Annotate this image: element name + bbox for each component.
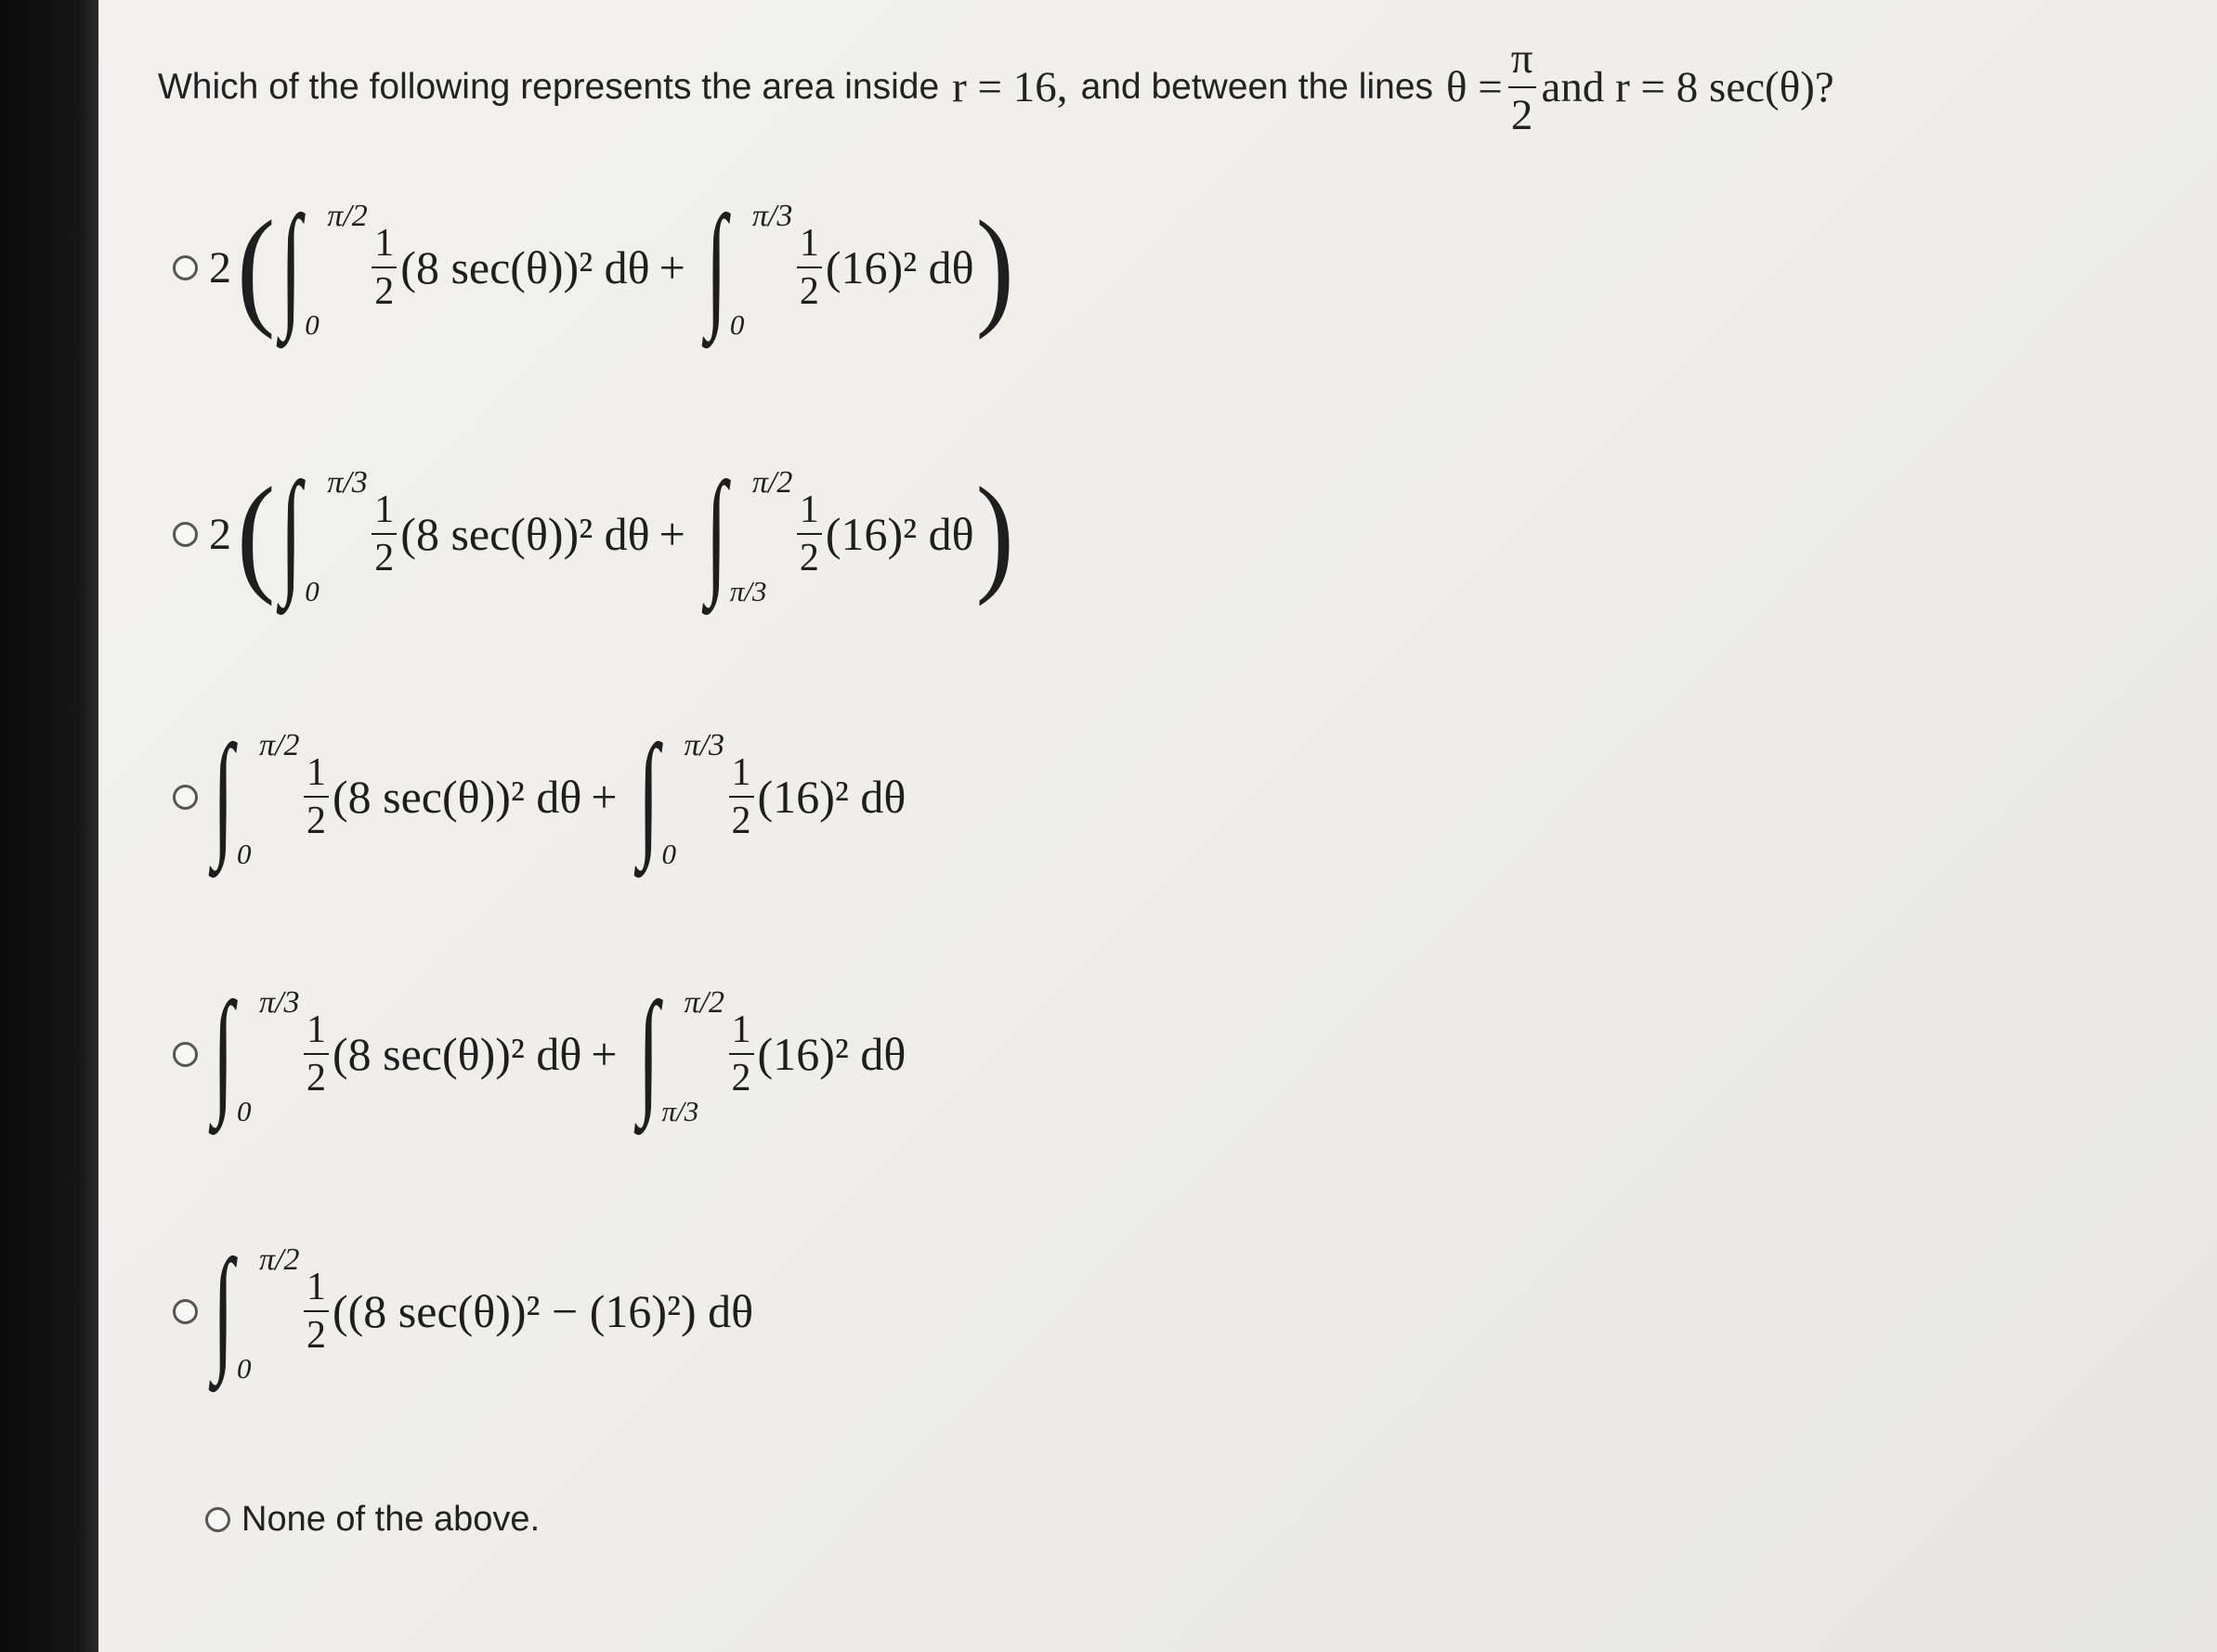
fraction-denominator: 2	[731, 800, 751, 842]
close-paren: )	[975, 193, 1014, 341]
fraction-numerator: 1	[306, 1266, 326, 1308]
answer-option-2[interactable]	[173, 454, 1016, 608]
radio-button-none[interactable]	[205, 1507, 230, 1532]
integrand: (8 sec(θ))² dθ	[333, 771, 582, 823]
close-paren: )	[975, 460, 1014, 607]
upper-limit: π/2	[327, 199, 368, 233]
question-tail: and r = 8 sec(θ)?	[1541, 63, 1834, 111]
upper-limit: π/3	[751, 199, 793, 233]
fraction-denominator: 2	[306, 1314, 326, 1357]
question-prefix: Which of the following represents the area inside	[158, 67, 940, 107]
radio-button-1[interactable]	[173, 255, 198, 280]
question-text	[158, 34, 1834, 139]
fraction-denominator: 2	[1510, 91, 1533, 139]
fraction-numerator: 1	[731, 751, 751, 794]
fraction-denominator: 2	[799, 270, 819, 313]
none-option-label: None of the above.	[241, 1500, 541, 1539]
lower-limit: 0	[237, 838, 252, 870]
lower-limit: 0	[237, 1352, 252, 1385]
half-fraction	[372, 490, 397, 578]
plus-sign: +	[659, 508, 685, 560]
integral-sign-icon: ∫ π/3 0	[213, 974, 300, 1128]
open-paren: (	[237, 193, 276, 341]
fraction-denominator: 2	[306, 1057, 326, 1099]
lower-limit: 0	[661, 838, 677, 870]
fraction-denominator: 2	[374, 270, 395, 313]
lower-limit: π/3	[729, 575, 767, 607]
lower-limit: π/3	[661, 1095, 699, 1127]
half-fraction	[729, 753, 754, 840]
question-r-equation: r = 16,	[952, 63, 1068, 111]
upper-limit: π/2	[684, 985, 725, 1020]
upper-limit: π/3	[684, 728, 725, 762]
integral-sign-icon: ∫ π/2 0	[280, 188, 368, 342]
integral-sign-icon: ∫ π/2 0	[213, 1231, 300, 1385]
integrand: (8 sec(θ))² dθ	[333, 1028, 582, 1080]
plus-sign: +	[659, 241, 685, 293]
integral-sign-icon: ∫ π/3 0	[637, 717, 725, 871]
fraction-numerator: π	[1510, 34, 1533, 83]
question-mid: and between the lines	[1080, 67, 1434, 107]
half-fraction	[797, 224, 822, 311]
upper-limit: π/2	[259, 728, 300, 762]
fraction-numerator: 1	[374, 488, 395, 531]
answer-option-1[interactable]	[173, 188, 1016, 342]
radio-button-2[interactable]	[173, 522, 198, 547]
answer-option-3[interactable]	[173, 717, 906, 871]
integral-sign-icon: ∫ π/3 0	[280, 454, 368, 608]
coefficient: 2	[209, 242, 231, 293]
upper-limit: π/2	[259, 1242, 300, 1277]
fraction-denominator: 2	[374, 537, 395, 579]
half-fraction	[304, 1010, 329, 1098]
lower-limit: 0	[305, 308, 320, 341]
coefficient: 2	[209, 509, 231, 559]
integrand: (16)² dθ	[825, 508, 974, 560]
integral-sign-icon: ∫ π/2 π/3	[705, 454, 793, 608]
fraction-denominator: 2	[306, 800, 326, 842]
question-theta-equation: θ =	[1446, 63, 1503, 111]
device-bezel	[0, 0, 98, 1652]
fraction-numerator: 1	[799, 488, 819, 531]
lower-limit: 0	[305, 575, 320, 607]
integrand: ((8 sec(θ))² − (16)²) dθ	[333, 1285, 754, 1337]
integral-sign-icon: ∫ π/2 π/3	[637, 974, 725, 1128]
integrand: (16)² dθ	[757, 1028, 906, 1080]
fraction-numerator: 1	[731, 1008, 751, 1051]
integrand: (16)² dθ	[757, 771, 906, 823]
fraction-numerator: 1	[306, 1008, 326, 1051]
fraction-denominator: 2	[799, 537, 819, 579]
upper-limit: π/3	[259, 985, 300, 1020]
integral-sign-icon: ∫ π/3 0	[705, 188, 793, 342]
radio-button-3[interactable]	[173, 785, 198, 810]
lower-limit: 0	[237, 1095, 252, 1127]
half-fraction	[797, 490, 822, 578]
half-fraction	[729, 1010, 754, 1098]
fraction-denominator: 2	[731, 1057, 751, 1099]
integral-sign-icon: ∫ π/2 0	[213, 717, 300, 871]
question-fraction	[1508, 34, 1536, 139]
plus-sign: +	[591, 1028, 618, 1080]
fraction-numerator: 1	[799, 222, 819, 265]
radio-button-5[interactable]	[173, 1299, 198, 1324]
answer-option-none[interactable]	[205, 1500, 540, 1540]
half-fraction	[304, 753, 329, 840]
half-fraction	[304, 1268, 329, 1355]
integrand: (16)² dθ	[825, 241, 974, 293]
upper-limit: π/2	[751, 465, 793, 500]
half-fraction	[372, 224, 397, 311]
upper-limit: π/3	[327, 465, 368, 500]
integrand: (8 sec(θ))² dθ	[400, 241, 650, 293]
open-paren: (	[237, 460, 276, 607]
fraction-numerator: 1	[306, 751, 326, 794]
radio-button-4[interactable]	[173, 1042, 198, 1067]
lower-limit: 0	[729, 308, 745, 341]
answer-option-5[interactable]	[173, 1231, 754, 1385]
answer-option-4[interactable]	[173, 974, 906, 1128]
fraction-numerator: 1	[374, 222, 395, 265]
plus-sign: +	[591, 771, 618, 823]
integrand: (8 sec(θ))² dθ	[400, 508, 650, 560]
